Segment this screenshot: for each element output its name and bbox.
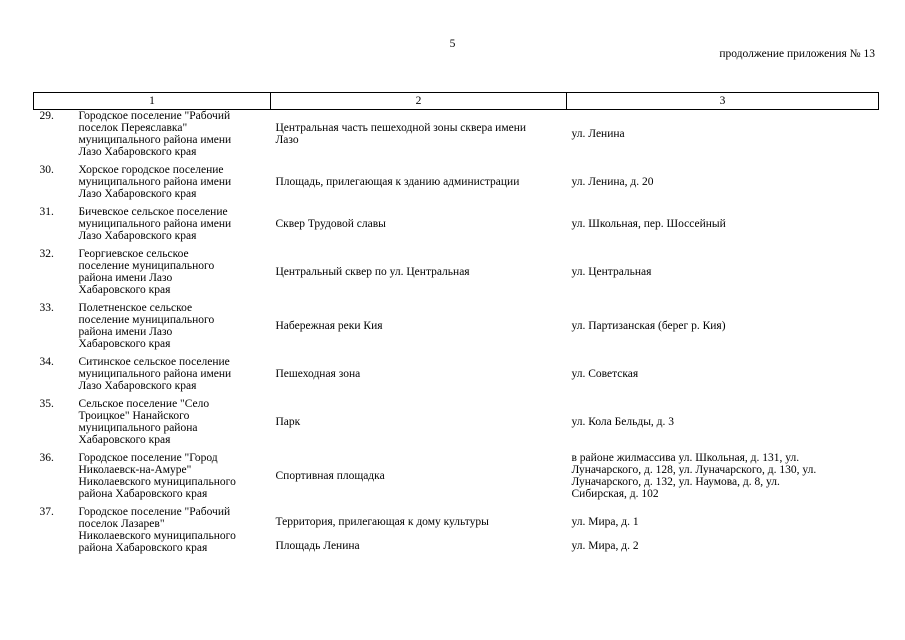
address: ул. Советская bbox=[571, 368, 639, 380]
place-name: Пешеходная зона bbox=[275, 368, 361, 380]
place-name: Центральный сквер по ул. Центральная bbox=[275, 266, 470, 278]
column-header-3: 3 bbox=[567, 93, 879, 110]
settlement-name: Ситинское сельское поселение муниципального района имени Лазо Хабаровского края bbox=[78, 356, 232, 392]
table-row bbox=[34, 110, 879, 165]
appendix-continuation-note: продолжение приложения № 13 bbox=[719, 48, 875, 60]
row-number: 32. bbox=[39, 248, 54, 260]
settlement-name: Городское поселение "Рабочий поселок Лазарев" Николаевского муниципального района Хабаровского края bbox=[78, 506, 236, 554]
settlement-name: Городское поселение "Рабочий поселок Переяславка" муниципального района имени Лазо Хабаровского края bbox=[78, 110, 232, 158]
place-name: Набережная реки Кия bbox=[275, 320, 383, 332]
locations-table bbox=[33, 92, 879, 554]
table-row bbox=[34, 506, 879, 538]
row-number: 33. bbox=[39, 302, 54, 314]
settlement-name: Сельское поселение "Село Троицкое" Нанайского муниципального района Хабаровского края bbox=[78, 398, 210, 446]
address: в районе жилмассива ул. Школьная, д. 131, ул. Луначарского, д. 128, ул. Луначарского, д. 130, ул. Луначарского, д. 132, ул. Наумова, д. 8, ул. Сибирская, д. 102 bbox=[571, 452, 817, 500]
address: ул. Мира, д. 1 bbox=[571, 516, 639, 528]
page-number: 5 bbox=[449, 38, 456, 50]
table-row bbox=[34, 452, 879, 506]
address: ул. Ленина bbox=[571, 128, 625, 140]
row-number: 34. bbox=[39, 356, 54, 368]
row-number: 31. bbox=[39, 206, 54, 218]
place-name: Парк bbox=[275, 416, 301, 428]
row-number: 35. bbox=[39, 398, 54, 410]
place-name: Центральная часть пешеходной зоны сквера имени Лазо bbox=[275, 122, 527, 146]
table-row bbox=[34, 302, 879, 356]
settlement-name: Георгиевское сельское поселение муниципального района имени Лазо Хабаровского края bbox=[78, 248, 215, 296]
address: ул. Партизанская (берег р. Кия) bbox=[571, 320, 726, 332]
place-name: Сквер Трудовой славы bbox=[275, 218, 386, 230]
address: ул. Мира, д. 2 bbox=[571, 540, 639, 552]
table-row bbox=[34, 248, 879, 302]
settlement-name: Полетненское сельское поселение муниципального района имени Лазо Хабаровского края bbox=[78, 302, 215, 350]
address: ул. Ленина, д. 20 bbox=[571, 176, 654, 188]
place-name: Площадь, прилегающая к зданию администрации bbox=[275, 176, 520, 188]
address: ул. Центральная bbox=[571, 266, 652, 278]
place-name: Территория, прилегающая к дому культуры bbox=[275, 516, 489, 528]
row-number: 29. bbox=[39, 110, 54, 122]
column-header-2: 2 bbox=[271, 93, 567, 110]
table-row bbox=[34, 206, 879, 248]
settlement-name: Городское поселение "Город Николаевск-на-Амуре" Николаевского муниципального района Хабаровского края bbox=[78, 452, 236, 500]
settlement-name: Бичевское сельское поселение муниципального района имени Лазо Хабаровского края bbox=[78, 206, 232, 242]
row-number: 37. bbox=[39, 506, 54, 518]
table-row bbox=[34, 356, 879, 398]
place-name: Спортивная площадка bbox=[275, 470, 385, 482]
address: ул. Кола Бельды, д. 3 bbox=[571, 416, 675, 428]
row-number: 30. bbox=[39, 164, 54, 176]
column-header-1: 1 bbox=[34, 93, 271, 110]
table-row bbox=[34, 398, 879, 452]
place-name: Площадь Ленина bbox=[275, 540, 360, 552]
settlement-name: Хорское городское поселение муниципального района имени Лазо Хабаровского края bbox=[78, 164, 232, 200]
table-header-row bbox=[34, 93, 879, 110]
row-number: 36. bbox=[39, 452, 54, 464]
table-row bbox=[34, 164, 879, 206]
address: ул. Школьная, пер. Шоссейный bbox=[571, 218, 726, 230]
